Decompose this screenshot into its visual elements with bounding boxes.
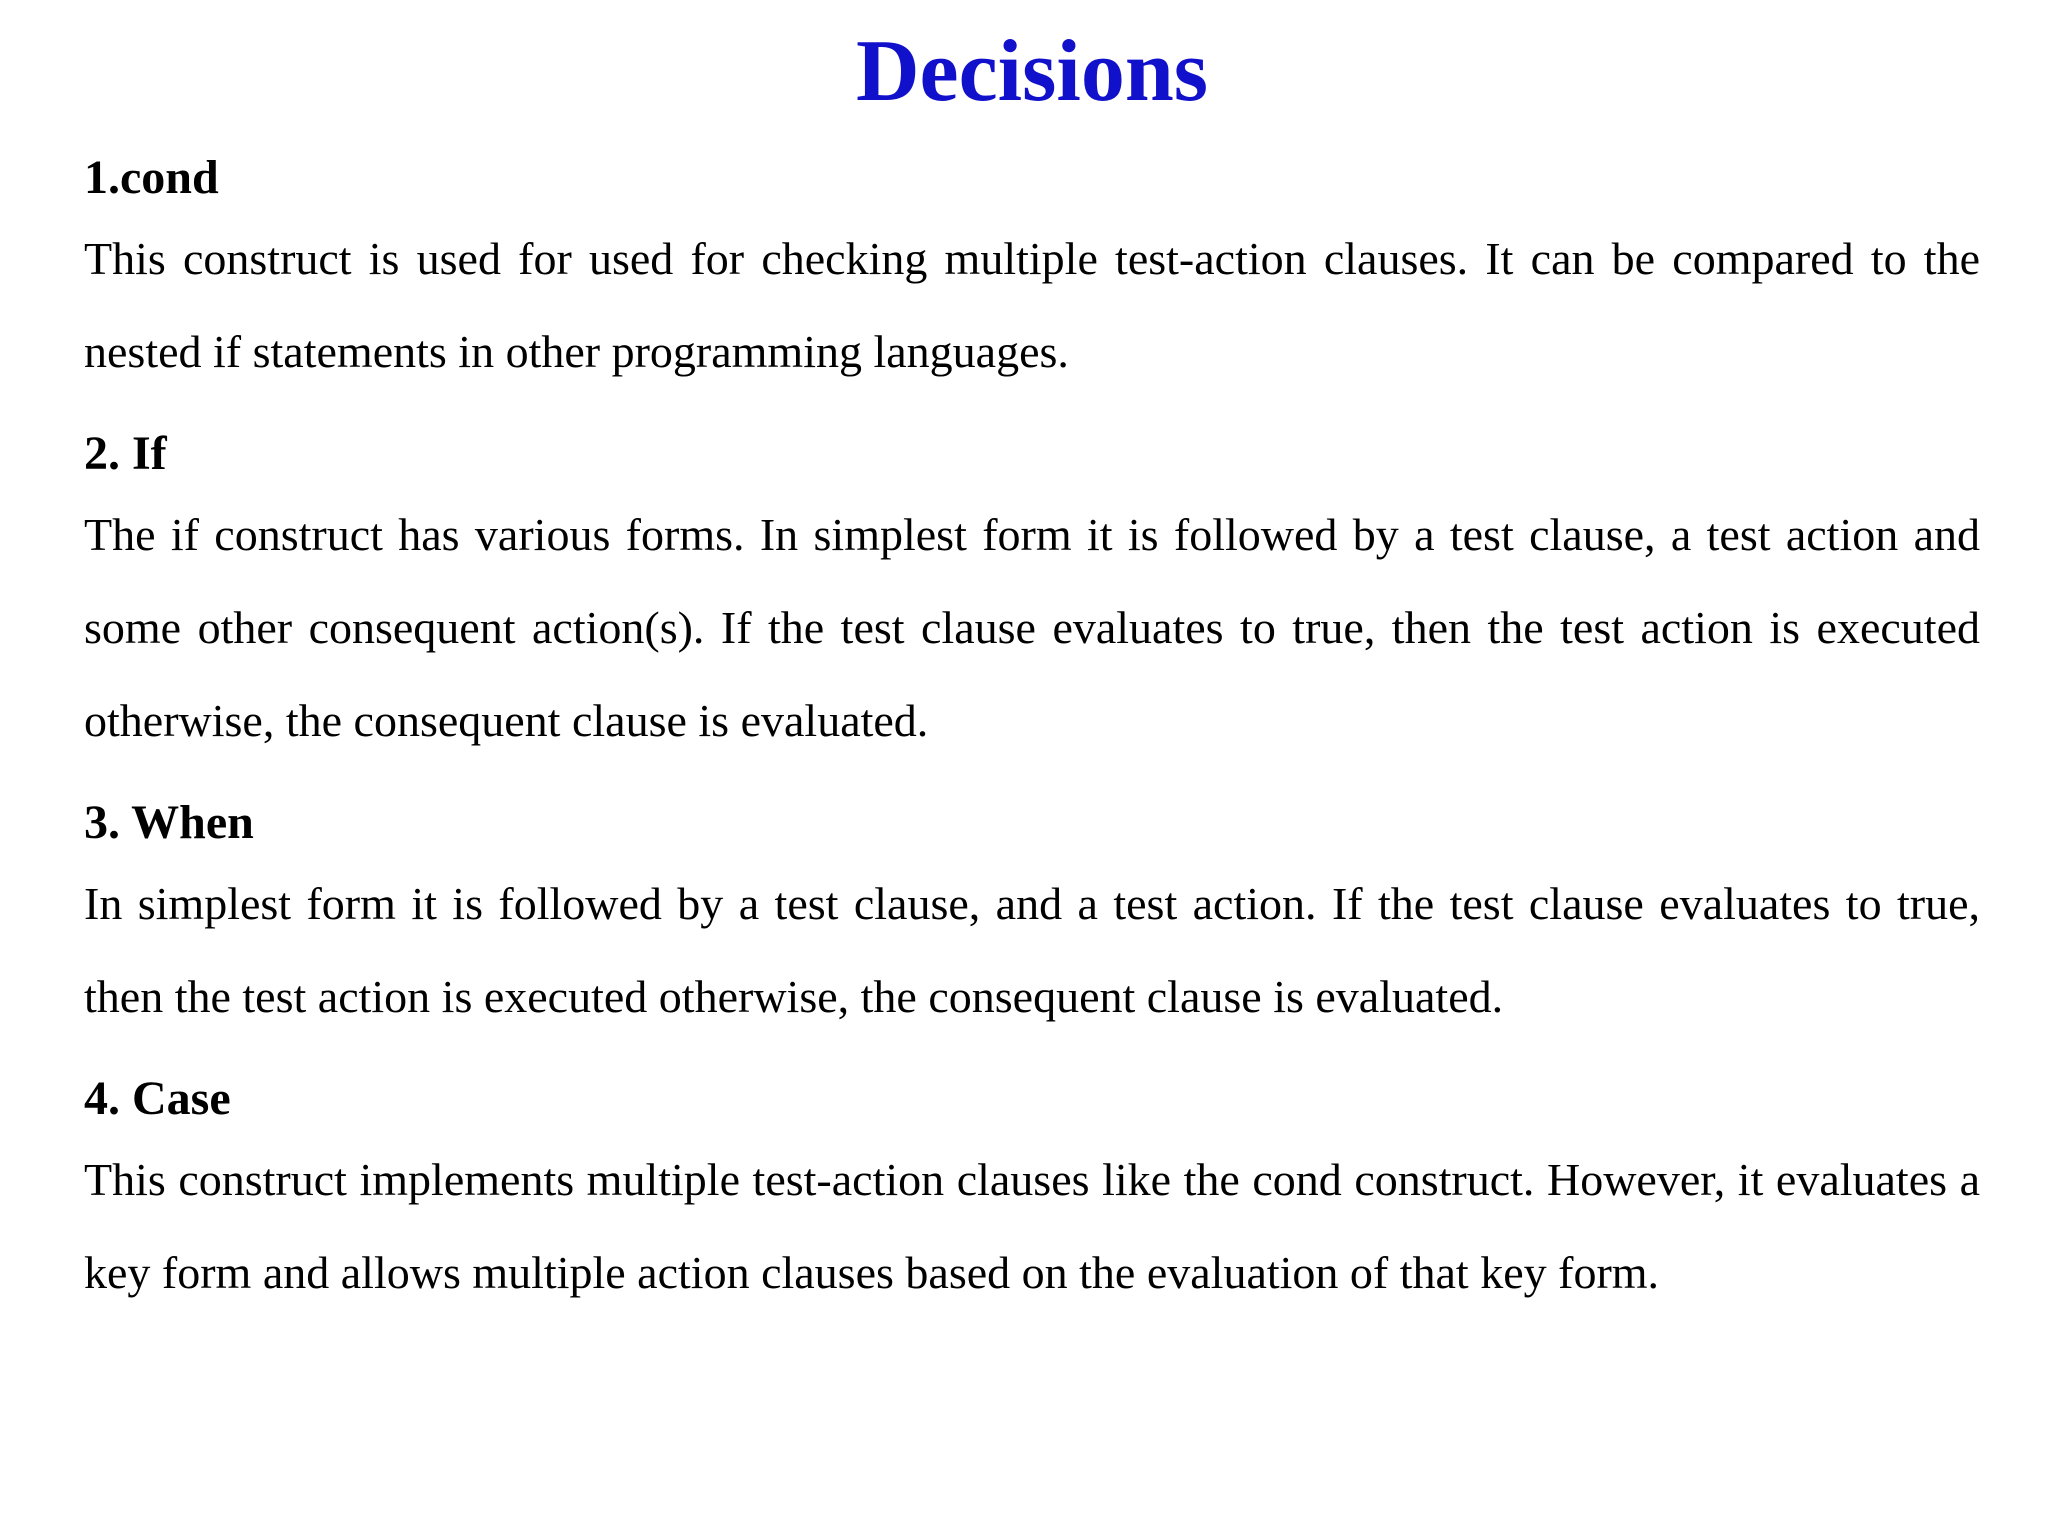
section-when [84,793,1980,1043]
section-heading: 3. When [84,796,254,849]
section-heading: 1.cond [84,151,219,204]
document-page [84,0,1980,1536]
section-body: The if construct has various forms. In simplest form it is followed by a test clause, a test action and some other consequent action(s). If the test clause evaluates to true, then the test action is executed otherwise, the consequent clause is evaluated. [84,509,1980,746]
section-body: In simplest form it is followed by a test clause, and a test action. If the test clause evaluates to true, then the test action is executed otherwise, the consequent clause is evaluated. [84,878,1980,1022]
page-title: Decisions [856,23,1208,120]
section-body: This construct implements multiple test-action clauses like the cond construct. However, it evaluates a key form and allows multiple action clauses based on the evaluation of that key form. [84,1154,1980,1298]
section-if [84,424,1980,767]
section-heading: 2. If [84,427,167,480]
section-cond [84,148,1980,398]
section-case [84,1069,1980,1319]
section-body: This construct is used for used for checking multiple test-action clauses. It can be compared to the nested if statements in other programming languages. [84,233,1980,377]
section-heading: 4. Case [84,1072,231,1125]
